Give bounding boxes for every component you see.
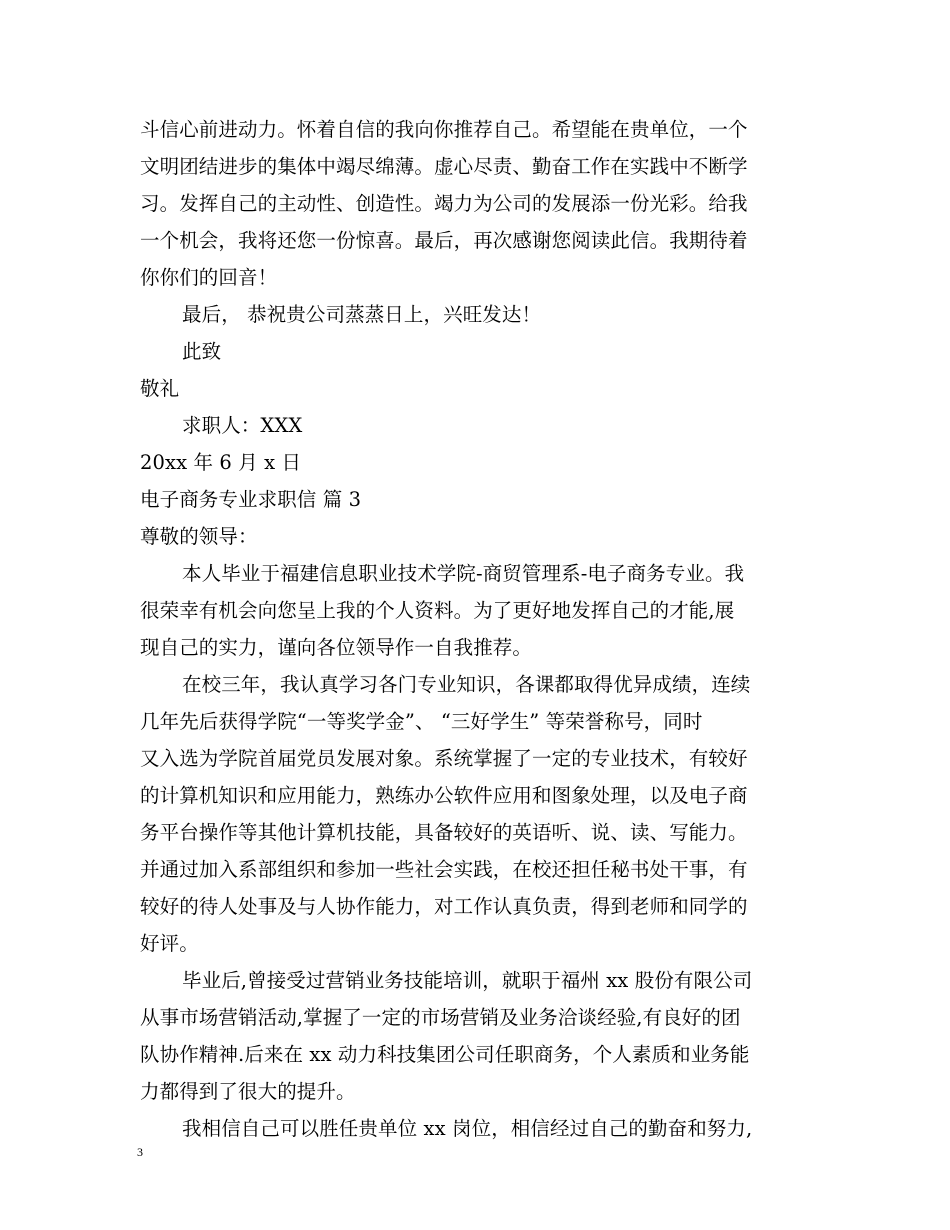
- text-line: 又入选为学院首届党员发展对象。系统掌握了一定的专业技术，有较好: [140, 747, 748, 770]
- text-line: 并通过加入系部组织和参加一些社会实践，在校还担任秘书处干事，有: [140, 858, 748, 881]
- text-line: 斗信心前进动力。怀着自信的我向你推荐自己。希望能在贵单位，一个: [140, 118, 748, 141]
- text-line: 现自己的实力，谨向各位领导作一自我推荐。: [140, 636, 533, 659]
- document-body: [140, 111, 815, 1147]
- text-line: 队协作精神.后来在 xx 动力科技集团公司任职商务，个人素质和业务能: [140, 1043, 750, 1066]
- section-title: 电子商务专业求职信 篇 3: [140, 488, 362, 511]
- text-line: 较好的待人处事及与人协作能力，对工作认真负责，得到老师和同学的: [140, 895, 748, 918]
- text-line: 文明团结进步的集体中竭尽绵薄。虚心尽责、勤奋工作在实践中不断学: [140, 155, 748, 178]
- text-line: 从事市场营销活动,掌握了一定的市场营销及业务洽谈经验,有良好的团: [140, 1006, 741, 1029]
- text-line: 本人毕业于福建信息职业技术学院-商贸管理系-电子商务专业。我: [182, 562, 745, 585]
- text-line: 习。发挥自己的主动性、创造性。竭力为公司的发展添一份光彩。给我: [140, 192, 748, 215]
- text-line: 你你们的回音！: [140, 266, 278, 289]
- applicant-signature: 求职人：XXX: [182, 414, 303, 437]
- text-line: 几年先后获得学院“一等奖学金”、 “三好学生” 等荣誉称号，同时: [140, 710, 703, 733]
- text-line: 很荣幸有机会向您呈上我的个人资料。为了更好地发挥自己的才能,展: [140, 599, 735, 622]
- page-number: 3: [137, 1145, 143, 1159]
- salutation-close: 此致: [182, 340, 222, 363]
- letter-date: 20xx 年 6 月 x 日: [140, 451, 302, 474]
- salutation-regards: 敬礼: [140, 377, 180, 400]
- text-line: 一个机会，我将还您一份惊喜。最后，再次感谢您阅读此信。我期待着: [140, 229, 748, 252]
- text-line: 好评。: [140, 932, 199, 955]
- text-line: 的计算机知识和应用能力，熟练办公软件应用和图象处理，以及电子商: [140, 784, 748, 807]
- text-line: 力都得到了很大的提升。: [140, 1080, 356, 1103]
- text-line: 我相信自己可以胜任贵单位 xx 岗位，相信经过自己的勤奋和努力,: [182, 1117, 753, 1140]
- greeting: 尊敬的领导：: [140, 525, 258, 548]
- closing-wish: 最后， 恭祝贵公司蒸蒸日上，兴旺发达！: [182, 303, 542, 326]
- text-line: 在校三年，我认真学习各门专业知识，各课都取得优异成绩，连续: [182, 673, 751, 696]
- text-line: 毕业后,曾接受过营销业务技能培训，就职于福州 xx 股份有限公司: [182, 969, 753, 992]
- text-line: 务平台操作等其他计算机技能，具备较好的英语听、说、读、写能力。: [140, 821, 748, 844]
